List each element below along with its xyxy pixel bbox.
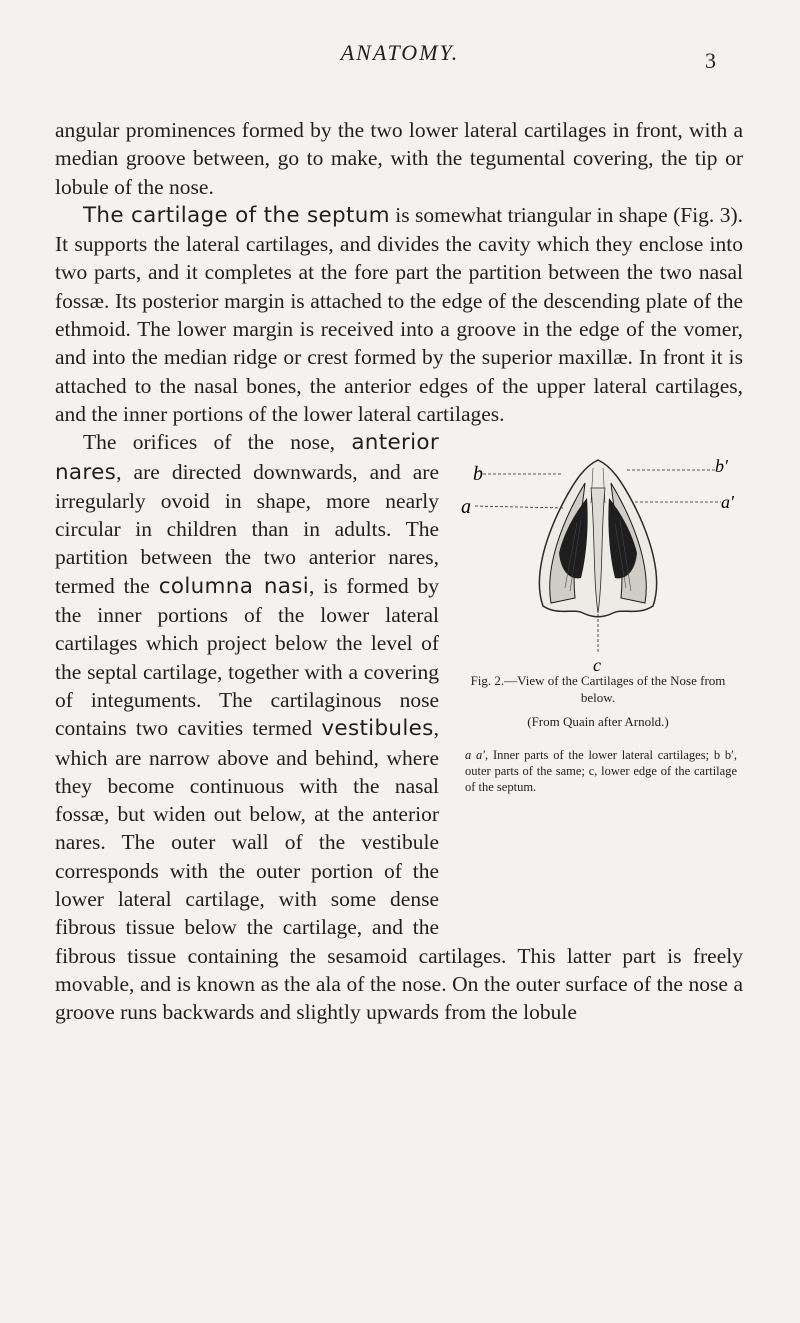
figure-label-a: a [461,496,471,519]
figure-label-b-prime: b′ [715,456,728,477]
paragraph-1: angular prominences formed by the two lower lateral cartilages in front, with a median groove between, go to make, with the tegumental covering, the tip or lobule of the nose. [55,118,743,199]
figure-2 [453,428,743,933]
figure-label-b: b [473,463,483,486]
paragraph-2 [55,201,743,428]
figure-source: (From Quain after Arnold.) [527,714,669,730]
page-number: 3 [705,48,716,73]
figure-label-c: c [593,655,601,676]
term-anterior-nares: anterior nares [55,430,439,485]
term-columna-nasi: columna nasi [158,573,309,599]
figure-label-a-prime: a′ [721,492,734,513]
paragraph-3-text-b: , are directed downwards, and are irregularly ovoid in shape, more nearly circular in children than in adults. The partition between the two anterior nares, termed the [55,459,439,598]
figure-legend-lead: a a′ [465,747,486,762]
nose-cartilage-figure [453,428,743,678]
figure-caption: Fig. 2.—View of the Cartilages of the Nose from below. [470,673,726,706]
term-septum-cartilage: The cartilage of the septum [83,202,390,228]
term-vestibules: vestibules [321,716,434,742]
paragraph-3-text-c: , is formed by the inner portions of the lower lateral cartilages which project below the level of the septal cartilage, together with a covering of integuments. The cartilaginous nose contains two cavities termed [55,573,439,741]
paragraph-2-text: is somewhat triangular in shape (Fig. 3). It supports the lateral cartilages, and divides the cavity which they enclose into two parts, and it completes at the fore part the partition between the two nasal fossæ. Its posterior margin is attached to the edge of the descending plate of the ethmoid. The lower margin is received into a groove in the edge of the vomer, and into the median ridge or crest formed by the superior maxillæ. In front it is attached to the nasal bones, the anterior edges of the upper lateral cartilages, and the inner portions of the lower lateral cartilages. [55,202,743,426]
paragraph-3-text-d: , which are narrow above and behind, where they become continuous with the nasal fossæ, but widen out below, at the anterior nares. The outer wall of the vestibule corresponds with the outer portion of the lower lateral cartilage, with some dense fibrous tissue below the cartilage, and the fibrous tissue containing the sesamoid cartilages. This latter part is freely movable, and is known as the ala of the nose. On the outer surface of the nose a groove runs backwards and slightly upwards from the lobule [55,716,743,1025]
paragraph-3-text-a: The orifices of the nose, [83,430,352,455]
figure-legend-text: , Inner parts of the lower lateral cartilages; b b′, outer parts of the same; c, lower edge of the cartilage of the septum. [465,747,738,794]
figure-legend [453,747,743,795]
running-title: ANATOMY. [340,40,460,65]
body-text [55,116,743,1027]
